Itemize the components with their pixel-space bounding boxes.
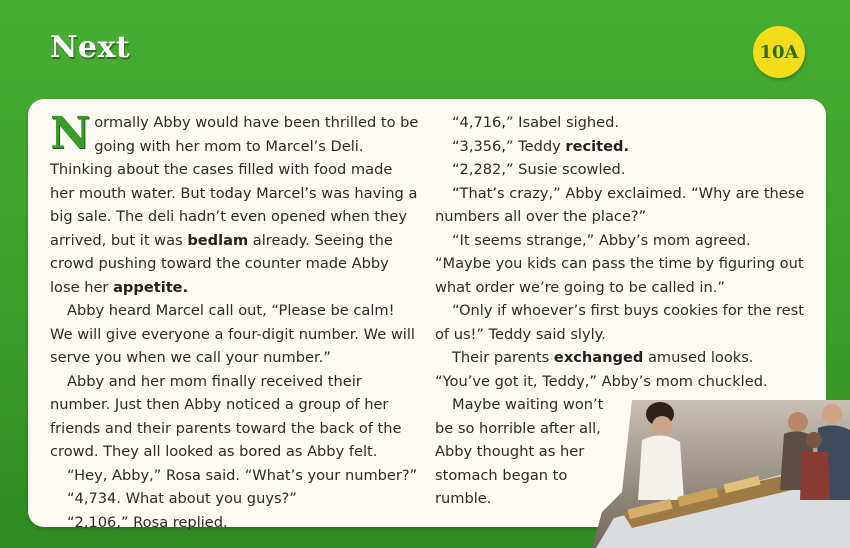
story-paragraph: “3,356,” Teddy recited. [452, 137, 630, 155]
vocab-word: appetite. [113, 278, 189, 296]
story-paragraph: Abby heard Marcel call out, “Please be calm! We will give everyone a four-digit number. We will serve you when we call your number.” [50, 302, 415, 366]
story-paragraph: Their parents exchanged amused looks. “You’ve got it, Teddy,” Abby’s mom chuckled. [435, 349, 768, 390]
story-paragraph: Abby and her mom finally received their number. Just then Abby noticed a group of her friends and their parents toward the back of the crowd. They all looked as bored as Abby felt. [50, 372, 402, 460]
dropcap: N [50, 108, 91, 159]
vocab-word: exchanged [553, 349, 644, 366]
story-column-left [50, 108, 420, 534]
story-paragraph: Normally Abby would have been thrilled to be going with her mom to Marcel’s Deli. Thinking about the cases filled with food made her mouth water. But today Marcel’s was having a big sale. The deli hadn’t even opened when they arrived, but it was bedlam already. Seeing the crowd pushing toward the counter made Abby lose her appetite. [50, 108, 419, 296]
story-paragraph: “Hey, Abby,” Rosa said. “What’s your number?” [67, 466, 418, 484]
story-paragraph: “That’s crazy,” Abby exclaimed. “Why are these numbers all over the place?” [435, 184, 805, 225]
story-paragraph: Maybe waiting won’t be so horrible after all, Abby thought as her stomach began to rumble. [435, 396, 604, 507]
story-paragraph: “2,106,” Rosa replied. [67, 513, 228, 531]
story-paragraph: “4,716,” Isabel sighed. [452, 114, 620, 131]
vocab-word: recited. [565, 137, 630, 155]
story-paragraph: “4,734. What about you guys?” [67, 490, 297, 507]
story-paragraph: “It seems strange,” Abby’s mom agreed. “Maybe you kids can pass the time by figuring out what order we’re going to be called in.” [435, 231, 804, 296]
story-paragraph: “2,282,” Susie scowled. [452, 161, 626, 178]
lesson-badge: 10A [753, 26, 805, 78]
deli-photo [592, 400, 850, 548]
vocab-word: bedlam [187, 231, 249, 249]
page-title: Next [50, 30, 131, 65]
story-paragraph: “Only if whoever’s first buys cookies for the rest of us!” Teddy said slyly. [435, 302, 804, 343]
